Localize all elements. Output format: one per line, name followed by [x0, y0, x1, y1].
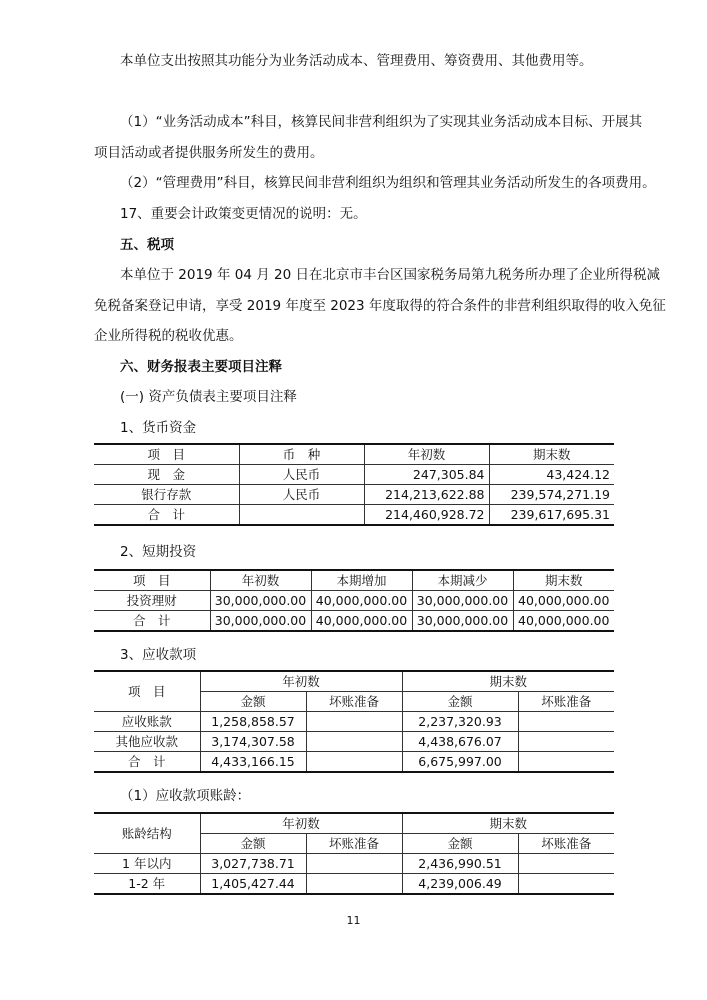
section-heading-tax: 五、税项 [120, 237, 174, 253]
investment-table [94, 569, 614, 632]
header-cell: 期末数 [402, 671, 614, 692]
table-cell: 合 计 [94, 611, 210, 632]
header-cell: 项 目 [94, 570, 210, 591]
table-cell [518, 712, 614, 732]
table-cell: 247,305.84 [364, 465, 489, 485]
header-cell: 本期减少 [412, 570, 513, 591]
header-cell: 金额 [200, 692, 306, 712]
paragraph-expense-classification: 本单位支出按照其功能分为业务活动成本、管理费用、筹资费用、其他费用等。 [120, 53, 593, 69]
header-cell: 项 目 [94, 671, 200, 712]
table-title-receivables: 3、应收款项 [120, 647, 197, 663]
header-cell: 年初数 [364, 444, 489, 465]
table-row [94, 611, 614, 632]
table-cell: 40,000,000.00 [513, 591, 614, 611]
paragraph-policy-change: 17、重要会计政策变更情况的说明：无。 [120, 206, 367, 222]
table-cell: 6,675,997.00 [402, 752, 518, 773]
table-row [94, 465, 614, 485]
table-cell: 30,000,000.00 [412, 611, 513, 632]
table-cell: 4,239,006.49 [402, 874, 518, 895]
table-cell [306, 712, 402, 732]
table-cell [306, 732, 402, 752]
table-cell: 40,000,000.00 [311, 611, 412, 632]
table-cell [518, 732, 614, 752]
header-cell: 坏账准备 [306, 834, 402, 854]
paragraph-tax-3: 企业所得税的税收优惠。 [94, 328, 243, 344]
header-cell: 坏账准备 [518, 834, 614, 854]
subheading-balance-sheet: (一) 资产负债表主要项目注释 [120, 389, 297, 405]
table-cell: 239,574,271.19 [489, 485, 614, 505]
table-row [94, 712, 614, 732]
table-cell: 239,617,695.31 [489, 505, 614, 526]
table-cell: 3,174,307.58 [200, 732, 306, 752]
table-cell [306, 854, 402, 874]
header-cell: 年初数 [200, 813, 402, 834]
table-cell: 1 年以内 [94, 854, 200, 874]
page-number: 11 [346, 914, 361, 927]
header-cell: 金额 [402, 692, 518, 712]
table-header-row [94, 671, 614, 692]
table-cell: 合 计 [94, 752, 200, 773]
table-cell: 应收账款 [94, 712, 200, 732]
paragraph-tax-1: 本单位于 2019 年 04 月 20 日在北京市丰台区国家税务局第九税务所办理了企业所得税减 [120, 267, 660, 283]
paragraph-tax-2: 免税备案登记申请，享受 2019 年度至 2023 年度取得的符合条件的非营利组织取得的收入免征 [94, 298, 666, 314]
paragraph-management-expense: （2）“管理费用”科目，核算民间非营利组织为组织和管理其业务活动所发生的各项费用。 [120, 175, 656, 191]
table-row [94, 591, 614, 611]
table-title-cash: 1、货币资金 [120, 420, 197, 436]
table-title-aging: （1）应收款项账龄： [120, 788, 251, 804]
table-cell [306, 874, 402, 895]
section-heading-notes: 六、财务报表主要项目注释 [120, 359, 282, 375]
table-cell: 合 计 [94, 505, 239, 526]
table-cell [518, 752, 614, 773]
header-cell: 年初数 [210, 570, 311, 591]
header-cell: 期末数 [402, 813, 614, 834]
table-header-row [94, 813, 614, 834]
table-cell: 1,258,858.57 [200, 712, 306, 732]
header-cell: 币 种 [239, 444, 364, 465]
table-title-investment: 2、短期投资 [120, 544, 197, 560]
table-cell: 30,000,000.00 [210, 591, 311, 611]
aging-table [94, 812, 614, 895]
table-header-row [94, 444, 614, 465]
table-cell: 3,027,738.71 [200, 854, 306, 874]
table-cell: 1-2 年 [94, 874, 200, 895]
header-cell: 坏账准备 [518, 692, 614, 712]
table-cell: 214,213,622.88 [364, 485, 489, 505]
table-cell: 30,000,000.00 [210, 611, 311, 632]
table-cell: 2,436,990.51 [402, 854, 518, 874]
table-cell: 1,405,427.44 [200, 874, 306, 895]
table-cell: 4,433,166.15 [200, 752, 306, 773]
header-cell: 期末数 [513, 570, 614, 591]
table-cell: 银行存款 [94, 485, 239, 505]
table-cell: 30,000,000.00 [412, 591, 513, 611]
table-header-row [94, 570, 614, 591]
table-row [94, 854, 614, 874]
header-cell: 账龄结构 [94, 813, 200, 854]
table-cell: 其他应收款 [94, 732, 200, 752]
header-cell: 期末数 [489, 444, 614, 465]
header-cell: 坏账准备 [306, 692, 402, 712]
table-cell: 投资理财 [94, 591, 210, 611]
paragraph-business-cost-1: （1）“业务活动成本”科目，核算民间非营利组织为了实现其业务活动成本目标、开展其 [120, 114, 643, 130]
table-row [94, 752, 614, 773]
header-cell: 项 目 [94, 444, 239, 465]
table-cell: 214,460,928.72 [364, 505, 489, 526]
header-cell: 本期增加 [311, 570, 412, 591]
table-cell: 人民币 [239, 485, 364, 505]
table-cell: 人民币 [239, 465, 364, 485]
table-cell: 43,424.12 [489, 465, 614, 485]
header-cell: 年初数 [200, 671, 402, 692]
table-row [94, 874, 614, 895]
table-cell [306, 752, 402, 773]
table-cell: 2,237,320.93 [402, 712, 518, 732]
receivables-table [94, 670, 614, 773]
table-cell: 40,000,000.00 [513, 611, 614, 632]
table-cell [518, 874, 614, 895]
table-cell: 现 金 [94, 465, 239, 485]
paragraph-business-cost-2: 项目活动或者提供服务所发生的费用。 [94, 145, 324, 161]
header-cell: 金额 [200, 834, 306, 854]
table-row [94, 505, 614, 526]
table-cell [518, 854, 614, 874]
table-cell: 4,438,676.07 [402, 732, 518, 752]
header-cell: 金额 [402, 834, 518, 854]
table-cell: 40,000,000.00 [311, 591, 412, 611]
cash-table [94, 443, 614, 526]
table-row [94, 732, 614, 752]
table-cell [239, 505, 364, 526]
table-row [94, 485, 614, 505]
